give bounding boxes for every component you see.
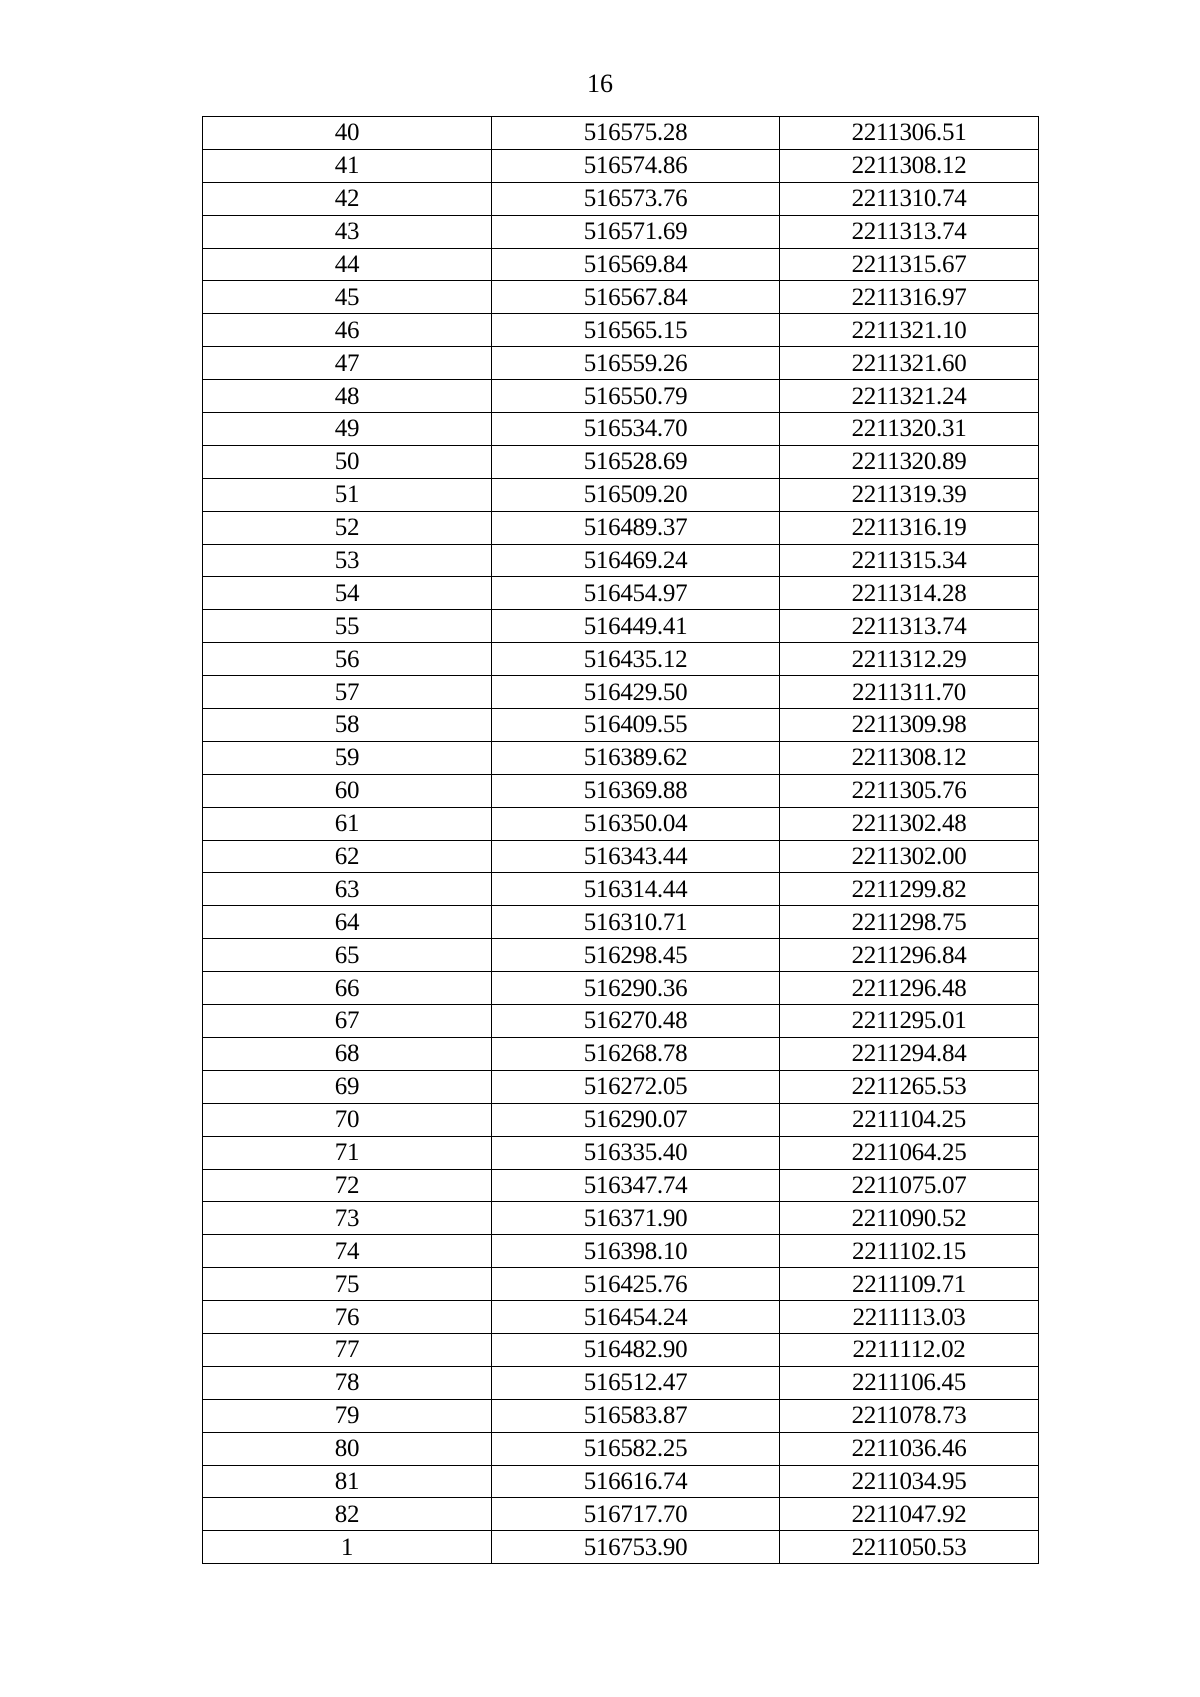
table-row <box>203 676 1039 709</box>
point-number-cell: 70 <box>203 1103 492 1136</box>
x-coordinate-cell: 516371.90 <box>492 1202 780 1235</box>
point-number-cell: 1 <box>203 1531 492 1564</box>
table-row <box>203 1498 1039 1531</box>
table-row <box>203 1399 1039 1432</box>
table-row <box>203 610 1039 643</box>
point-number-cell: 42 <box>203 182 492 215</box>
point-number-cell: 64 <box>203 906 492 939</box>
y-coordinate-cell: 2211302.48 <box>780 807 1039 840</box>
point-number-cell: 69 <box>203 1070 492 1103</box>
table-row <box>203 840 1039 873</box>
y-coordinate-cell: 2211109.71 <box>780 1268 1039 1301</box>
coordinates-table <box>202 116 1039 1564</box>
x-coordinate-cell: 516574.86 <box>492 149 780 182</box>
table-row <box>203 1169 1039 1202</box>
x-coordinate-cell: 516369.88 <box>492 774 780 807</box>
point-number-cell: 59 <box>203 741 492 774</box>
table-row <box>203 1366 1039 1399</box>
point-number-cell: 68 <box>203 1037 492 1070</box>
x-coordinate-cell: 516425.76 <box>492 1268 780 1301</box>
table-row <box>203 1465 1039 1498</box>
point-number-cell: 76 <box>203 1301 492 1334</box>
point-number-cell: 54 <box>203 577 492 610</box>
table-row <box>203 972 1039 1005</box>
table-row <box>203 182 1039 215</box>
point-number-cell: 74 <box>203 1235 492 1268</box>
x-coordinate-cell: 516512.47 <box>492 1366 780 1399</box>
x-coordinate-cell: 516616.74 <box>492 1465 780 1498</box>
table-row <box>203 117 1039 150</box>
table-row <box>203 774 1039 807</box>
page-number: 16 <box>587 69 613 98</box>
point-number-cell: 61 <box>203 807 492 840</box>
x-coordinate-cell: 516575.28 <box>492 117 780 150</box>
x-coordinate-cell: 516290.07 <box>492 1103 780 1136</box>
x-coordinate-cell: 516567.84 <box>492 281 780 314</box>
x-coordinate-cell: 516509.20 <box>492 478 780 511</box>
y-coordinate-cell: 2211295.01 <box>780 1005 1039 1038</box>
point-number-cell: 43 <box>203 215 492 248</box>
y-coordinate-cell: 2211313.74 <box>780 215 1039 248</box>
x-coordinate-cell: 516717.70 <box>492 1498 780 1531</box>
point-number-cell: 48 <box>203 380 492 413</box>
table-row <box>203 906 1039 939</box>
table-row <box>203 1070 1039 1103</box>
y-coordinate-cell: 2211319.39 <box>780 478 1039 511</box>
x-coordinate-cell: 516310.71 <box>492 906 780 939</box>
table-row <box>203 643 1039 676</box>
table-row <box>203 1531 1039 1564</box>
table-row <box>203 741 1039 774</box>
y-coordinate-cell: 2211316.97 <box>780 281 1039 314</box>
x-coordinate-cell: 516565.15 <box>492 314 780 347</box>
y-coordinate-cell: 2211050.53 <box>780 1531 1039 1564</box>
y-coordinate-cell: 2211102.15 <box>780 1235 1039 1268</box>
point-number-cell: 51 <box>203 478 492 511</box>
table-row <box>203 807 1039 840</box>
table-row <box>203 939 1039 972</box>
point-number-cell: 50 <box>203 445 492 478</box>
table-row <box>203 1301 1039 1334</box>
x-coordinate-cell: 516454.97 <box>492 577 780 610</box>
table-row <box>203 347 1039 380</box>
y-coordinate-cell: 2211321.60 <box>780 347 1039 380</box>
x-coordinate-cell: 516449.41 <box>492 610 780 643</box>
table-row <box>203 1037 1039 1070</box>
x-coordinate-cell: 516268.78 <box>492 1037 780 1070</box>
x-coordinate-cell: 516335.40 <box>492 1136 780 1169</box>
point-number-cell: 82 <box>203 1498 492 1531</box>
point-number-cell: 81 <box>203 1465 492 1498</box>
table-row <box>203 709 1039 742</box>
y-coordinate-cell: 2211320.89 <box>780 445 1039 478</box>
x-coordinate-cell: 516343.44 <box>492 840 780 873</box>
x-coordinate-cell: 516290.36 <box>492 972 780 1005</box>
point-number-cell: 60 <box>203 774 492 807</box>
x-coordinate-cell: 516435.12 <box>492 643 780 676</box>
x-coordinate-cell: 516559.26 <box>492 347 780 380</box>
point-number-cell: 67 <box>203 1005 492 1038</box>
point-number-cell: 62 <box>203 840 492 873</box>
point-number-cell: 65 <box>203 939 492 972</box>
table-row <box>203 1103 1039 1136</box>
x-coordinate-cell: 516469.24 <box>492 544 780 577</box>
table-row <box>203 1136 1039 1169</box>
y-coordinate-cell: 2211315.67 <box>780 248 1039 281</box>
y-coordinate-cell: 2211104.25 <box>780 1103 1039 1136</box>
x-coordinate-cell: 516528.69 <box>492 445 780 478</box>
point-number-cell: 73 <box>203 1202 492 1235</box>
y-coordinate-cell: 2211112.02 <box>780 1333 1039 1366</box>
y-coordinate-cell: 2211315.34 <box>780 544 1039 577</box>
y-coordinate-cell: 2211034.95 <box>780 1465 1039 1498</box>
table-row <box>203 1268 1039 1301</box>
table-row <box>203 314 1039 347</box>
x-coordinate-cell: 516429.50 <box>492 676 780 709</box>
y-coordinate-cell: 2211090.52 <box>780 1202 1039 1235</box>
point-number-cell: 66 <box>203 972 492 1005</box>
x-coordinate-cell: 516314.44 <box>492 873 780 906</box>
x-coordinate-cell: 516583.87 <box>492 1399 780 1432</box>
point-number-cell: 55 <box>203 610 492 643</box>
y-coordinate-cell: 2211306.51 <box>780 117 1039 150</box>
x-coordinate-cell: 516398.10 <box>492 1235 780 1268</box>
y-coordinate-cell: 2211308.12 <box>780 741 1039 774</box>
x-coordinate-cell: 516298.45 <box>492 939 780 972</box>
table-row <box>203 445 1039 478</box>
table-row <box>203 511 1039 544</box>
table-row <box>203 281 1039 314</box>
point-number-cell: 77 <box>203 1333 492 1366</box>
y-coordinate-cell: 2211316.19 <box>780 511 1039 544</box>
point-number-cell: 71 <box>203 1136 492 1169</box>
table-row <box>203 215 1039 248</box>
point-number-cell: 58 <box>203 709 492 742</box>
point-number-cell: 46 <box>203 314 492 347</box>
y-coordinate-cell: 2211047.92 <box>780 1498 1039 1531</box>
y-coordinate-cell: 2211302.00 <box>780 840 1039 873</box>
point-number-cell: 80 <box>203 1432 492 1465</box>
point-number-cell: 63 <box>203 873 492 906</box>
point-number-cell: 47 <box>203 347 492 380</box>
table-row <box>203 149 1039 182</box>
y-coordinate-cell: 2211313.74 <box>780 610 1039 643</box>
y-coordinate-cell: 2211312.29 <box>780 643 1039 676</box>
y-coordinate-cell: 2211314.28 <box>780 577 1039 610</box>
x-coordinate-cell: 516270.48 <box>492 1005 780 1038</box>
y-coordinate-cell: 2211321.10 <box>780 314 1039 347</box>
x-coordinate-cell: 516569.84 <box>492 248 780 281</box>
x-coordinate-cell: 516534.70 <box>492 413 780 446</box>
y-coordinate-cell: 2211078.73 <box>780 1399 1039 1432</box>
y-coordinate-cell: 2211265.53 <box>780 1070 1039 1103</box>
table-row <box>203 577 1039 610</box>
y-coordinate-cell: 2211294.84 <box>780 1037 1039 1070</box>
x-coordinate-cell: 516489.37 <box>492 511 780 544</box>
point-number-cell: 79 <box>203 1399 492 1432</box>
table-row <box>203 1202 1039 1235</box>
x-coordinate-cell: 516550.79 <box>492 380 780 413</box>
point-number-cell: 41 <box>203 149 492 182</box>
x-coordinate-cell: 516350.04 <box>492 807 780 840</box>
x-coordinate-cell: 516389.62 <box>492 741 780 774</box>
table-row <box>203 248 1039 281</box>
table-row <box>203 1235 1039 1268</box>
table-row <box>203 544 1039 577</box>
table-row <box>203 413 1039 446</box>
y-coordinate-cell: 2211309.98 <box>780 709 1039 742</box>
point-number-cell: 72 <box>203 1169 492 1202</box>
y-coordinate-cell: 2211106.45 <box>780 1366 1039 1399</box>
y-coordinate-cell: 2211321.24 <box>780 380 1039 413</box>
x-coordinate-cell: 516753.90 <box>492 1531 780 1564</box>
y-coordinate-cell: 2211064.25 <box>780 1136 1039 1169</box>
table-row <box>203 1005 1039 1038</box>
point-number-cell: 44 <box>203 248 492 281</box>
x-coordinate-cell: 516573.76 <box>492 182 780 215</box>
y-coordinate-cell: 2211320.31 <box>780 413 1039 446</box>
table-row <box>203 873 1039 906</box>
table-row <box>203 1432 1039 1465</box>
y-coordinate-cell: 2211305.76 <box>780 774 1039 807</box>
x-coordinate-cell: 516582.25 <box>492 1432 780 1465</box>
y-coordinate-cell: 2211311.70 <box>780 676 1039 709</box>
x-coordinate-cell: 516571.69 <box>492 215 780 248</box>
y-coordinate-cell: 2211298.75 <box>780 906 1039 939</box>
point-number-cell: 53 <box>203 544 492 577</box>
point-number-cell: 56 <box>203 643 492 676</box>
x-coordinate-cell: 516454.24 <box>492 1301 780 1334</box>
point-number-cell: 57 <box>203 676 492 709</box>
y-coordinate-cell: 2211296.48 <box>780 972 1039 1005</box>
point-number-cell: 52 <box>203 511 492 544</box>
y-coordinate-cell: 2211036.46 <box>780 1432 1039 1465</box>
point-number-cell: 40 <box>203 117 492 150</box>
y-coordinate-cell: 2211310.74 <box>780 182 1039 215</box>
y-coordinate-cell: 2211113.03 <box>780 1301 1039 1334</box>
point-number-cell: 45 <box>203 281 492 314</box>
table-row <box>203 1333 1039 1366</box>
x-coordinate-cell: 516272.05 <box>492 1070 780 1103</box>
y-coordinate-cell: 2211299.82 <box>780 873 1039 906</box>
point-number-cell: 78 <box>203 1366 492 1399</box>
table-row <box>203 380 1039 413</box>
point-number-cell: 75 <box>203 1268 492 1301</box>
y-coordinate-cell: 2211075.07 <box>780 1169 1039 1202</box>
x-coordinate-cell: 516347.74 <box>492 1169 780 1202</box>
x-coordinate-cell: 516409.55 <box>492 709 780 742</box>
coordinates-table-body <box>203 117 1039 1564</box>
point-number-cell: 49 <box>203 413 492 446</box>
y-coordinate-cell: 2211296.84 <box>780 939 1039 972</box>
table-row <box>203 478 1039 511</box>
x-coordinate-cell: 516482.90 <box>492 1333 780 1366</box>
y-coordinate-cell: 2211308.12 <box>780 149 1039 182</box>
